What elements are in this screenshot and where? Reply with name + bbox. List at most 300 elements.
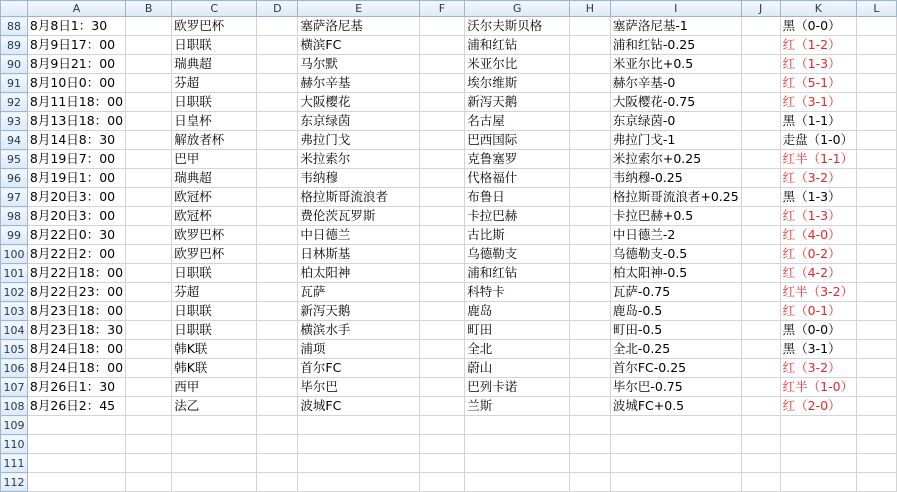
cell-D107[interactable]	[257, 378, 298, 397]
cell-F105[interactable]	[419, 340, 465, 359]
cell-D89[interactable]	[257, 36, 298, 55]
cell-G111[interactable]	[465, 454, 570, 473]
cell-F100[interactable]	[419, 245, 465, 264]
cell-B105[interactable]	[126, 340, 172, 359]
cell-C98[interactable]: 欧冠杯	[172, 207, 257, 226]
cell-B108[interactable]	[126, 397, 172, 416]
cell-J111[interactable]	[741, 454, 780, 473]
cell-G106[interactable]: 蔚山	[465, 359, 570, 378]
cell-B91[interactable]	[126, 74, 172, 93]
cell-L111[interactable]	[856, 454, 896, 473]
cell-J105[interactable]	[741, 340, 780, 359]
cell-K100[interactable]: 红（0-2）	[780, 245, 856, 264]
cell-K105[interactable]: 黑（3-1）	[780, 340, 856, 359]
cell-I97[interactable]: 格拉斯哥流浪者+0.25	[610, 188, 741, 207]
table-row[interactable]	[1, 226, 897, 245]
cell-H105[interactable]	[569, 340, 610, 359]
cell-C94[interactable]: 解放者杯	[172, 131, 257, 150]
cell-A105[interactable]: 8月24日18：00	[27, 340, 125, 359]
cell-J103[interactable]	[741, 302, 780, 321]
cell-A104[interactable]: 8月23日18：30	[27, 321, 125, 340]
cell-L112[interactable]	[856, 473, 896, 492]
cell-H89[interactable]	[569, 36, 610, 55]
cell-B111[interactable]	[126, 454, 172, 473]
cell-A103[interactable]: 8月23日18：00	[27, 302, 125, 321]
cell-L110[interactable]	[856, 435, 896, 454]
cell-I110[interactable]	[610, 435, 741, 454]
cell-F108[interactable]	[419, 397, 465, 416]
cell-J109[interactable]	[741, 416, 780, 435]
cell-B106[interactable]	[126, 359, 172, 378]
cell-B90[interactable]	[126, 55, 172, 74]
row-header-107[interactable]: 107	[1, 378, 28, 397]
cell-F99[interactable]	[419, 226, 465, 245]
cell-G93[interactable]: 名古屋	[465, 112, 570, 131]
cell-J94[interactable]	[741, 131, 780, 150]
cell-A108[interactable]: 8月26日2：45	[27, 397, 125, 416]
cell-L99[interactable]	[856, 226, 896, 245]
cell-D105[interactable]	[257, 340, 298, 359]
cell-H95[interactable]	[569, 150, 610, 169]
cell-K94[interactable]: 走盘（1-0）	[780, 131, 856, 150]
cell-J112[interactable]	[741, 473, 780, 492]
cell-C91[interactable]: 芬超	[172, 74, 257, 93]
cell-K112[interactable]	[780, 473, 856, 492]
table-row[interactable]	[1, 454, 897, 473]
column-header-a[interactable]: A	[27, 1, 125, 17]
cell-C97[interactable]: 欧冠杯	[172, 188, 257, 207]
cell-H92[interactable]	[569, 93, 610, 112]
cell-F110[interactable]	[419, 435, 465, 454]
cell-K89[interactable]: 红（1-2）	[780, 36, 856, 55]
cell-H104[interactable]	[569, 321, 610, 340]
cell-H102[interactable]	[569, 283, 610, 302]
cell-K107[interactable]: 红半（1-0）	[780, 378, 856, 397]
cell-F101[interactable]	[419, 264, 465, 283]
cell-K111[interactable]	[780, 454, 856, 473]
cell-C111[interactable]	[172, 454, 257, 473]
cell-H96[interactable]	[569, 169, 610, 188]
cell-H91[interactable]	[569, 74, 610, 93]
cell-H98[interactable]	[569, 207, 610, 226]
column-header-l[interactable]: L	[856, 1, 896, 17]
cell-F104[interactable]	[419, 321, 465, 340]
row-header-103[interactable]: 103	[1, 302, 28, 321]
cell-H109[interactable]	[569, 416, 610, 435]
cell-G96[interactable]: 代格福什	[465, 169, 570, 188]
cell-E110[interactable]	[298, 435, 419, 454]
cell-I108[interactable]: 波城FC+0.5	[610, 397, 741, 416]
cell-A102[interactable]: 8月22日23：00	[27, 283, 125, 302]
cell-D99[interactable]	[257, 226, 298, 245]
cell-B92[interactable]	[126, 93, 172, 112]
cell-L98[interactable]	[856, 207, 896, 226]
cell-J95[interactable]	[741, 150, 780, 169]
cell-G104[interactable]: 町田	[465, 321, 570, 340]
cell-J91[interactable]	[741, 74, 780, 93]
cell-J108[interactable]	[741, 397, 780, 416]
row-header-100[interactable]: 100	[1, 245, 28, 264]
cell-B110[interactable]	[126, 435, 172, 454]
cell-C92[interactable]: 日职联	[172, 93, 257, 112]
cell-E108[interactable]: 波城FC	[298, 397, 419, 416]
cell-D110[interactable]	[257, 435, 298, 454]
cell-G105[interactable]: 全北	[465, 340, 570, 359]
row-header-110[interactable]: 110	[1, 435, 28, 454]
cell-L107[interactable]	[856, 378, 896, 397]
cell-K106[interactable]: 红（3-2）	[780, 359, 856, 378]
cell-L103[interactable]	[856, 302, 896, 321]
row-header-105[interactable]: 105	[1, 340, 28, 359]
cell-F88[interactable]	[419, 17, 465, 36]
cell-C109[interactable]	[172, 416, 257, 435]
cell-I96[interactable]: 韦纳穆-0.25	[610, 169, 741, 188]
cell-B109[interactable]	[126, 416, 172, 435]
cell-L105[interactable]	[856, 340, 896, 359]
cell-I92[interactable]: 大阪樱花-0.75	[610, 93, 741, 112]
cell-L91[interactable]	[856, 74, 896, 93]
cell-G112[interactable]	[465, 473, 570, 492]
cell-H97[interactable]	[569, 188, 610, 207]
cell-H111[interactable]	[569, 454, 610, 473]
cell-J90[interactable]	[741, 55, 780, 74]
cell-A92[interactable]: 8月11日18：00	[27, 93, 125, 112]
cell-E96[interactable]: 韦纳穆	[298, 169, 419, 188]
cell-G103[interactable]: 鹿岛	[465, 302, 570, 321]
cell-E95[interactable]: 米拉索尔	[298, 150, 419, 169]
cell-H108[interactable]	[569, 397, 610, 416]
cell-E107[interactable]: 毕尔巴	[298, 378, 419, 397]
cell-J100[interactable]	[741, 245, 780, 264]
cell-A106[interactable]: 8月24日18：00	[27, 359, 125, 378]
row-header-104[interactable]: 104	[1, 321, 28, 340]
cell-J99[interactable]	[741, 226, 780, 245]
cell-B101[interactable]	[126, 264, 172, 283]
cell-C108[interactable]: 法乙	[172, 397, 257, 416]
cell-F96[interactable]	[419, 169, 465, 188]
cell-K90[interactable]: 红（1-3）	[780, 55, 856, 74]
table-row[interactable]	[1, 359, 897, 378]
cell-I111[interactable]	[610, 454, 741, 473]
cell-L95[interactable]	[856, 150, 896, 169]
row-header-95[interactable]: 95	[1, 150, 28, 169]
cell-K96[interactable]: 红（3-2）	[780, 169, 856, 188]
cell-D102[interactable]	[257, 283, 298, 302]
cell-J93[interactable]	[741, 112, 780, 131]
cell-I93[interactable]: 东京绿茵-0	[610, 112, 741, 131]
cell-G92[interactable]: 新泻天鹅	[465, 93, 570, 112]
cell-G100[interactable]: 乌德勒支	[465, 245, 570, 264]
cell-G94[interactable]: 巴西国际	[465, 131, 570, 150]
table-row[interactable]	[1, 188, 897, 207]
cell-J97[interactable]	[741, 188, 780, 207]
cell-K93[interactable]: 黑（1-1）	[780, 112, 856, 131]
cell-G95[interactable]: 克鲁塞罗	[465, 150, 570, 169]
cell-A96[interactable]: 8月19日1：00	[27, 169, 125, 188]
cell-F109[interactable]	[419, 416, 465, 435]
cell-E94[interactable]: 弗拉门戈	[298, 131, 419, 150]
cell-K101[interactable]: 红（4-2）	[780, 264, 856, 283]
cell-A109[interactable]	[27, 416, 125, 435]
column-header-f[interactable]: F	[419, 1, 465, 17]
row-header-92[interactable]: 92	[1, 93, 28, 112]
cell-D92[interactable]	[257, 93, 298, 112]
cell-C103[interactable]: 日职联	[172, 302, 257, 321]
cell-B94[interactable]	[126, 131, 172, 150]
cell-K108[interactable]: 红（2-0）	[780, 397, 856, 416]
row-header-106[interactable]: 106	[1, 359, 28, 378]
cell-H110[interactable]	[569, 435, 610, 454]
cell-H101[interactable]	[569, 264, 610, 283]
cell-C107[interactable]: 西甲	[172, 378, 257, 397]
cell-K104[interactable]: 黑（0-0）	[780, 321, 856, 340]
cell-E88[interactable]: 塞萨洛尼基	[298, 17, 419, 36]
column-header-j[interactable]: J	[741, 1, 780, 17]
table-row[interactable]	[1, 245, 897, 264]
cell-F111[interactable]	[419, 454, 465, 473]
table-row[interactable]	[1, 207, 897, 226]
row-header-97[interactable]: 97	[1, 188, 28, 207]
cell-B102[interactable]	[126, 283, 172, 302]
cell-A107[interactable]: 8月26日1：30	[27, 378, 125, 397]
cell-D91[interactable]	[257, 74, 298, 93]
cell-K92[interactable]: 红（3-1）	[780, 93, 856, 112]
cell-B89[interactable]	[126, 36, 172, 55]
cell-C106[interactable]: 韩K联	[172, 359, 257, 378]
row-header-96[interactable]: 96	[1, 169, 28, 188]
cell-D103[interactable]	[257, 302, 298, 321]
cell-D97[interactable]	[257, 188, 298, 207]
cell-A91[interactable]: 8月10日0：00	[27, 74, 125, 93]
row-header-102[interactable]: 102	[1, 283, 28, 302]
row-header-90[interactable]: 90	[1, 55, 28, 74]
cell-K109[interactable]	[780, 416, 856, 435]
cell-E93[interactable]: 东京绿茵	[298, 112, 419, 131]
cell-A93[interactable]: 8月13日18：00	[27, 112, 125, 131]
cell-A98[interactable]: 8月20日3：00	[27, 207, 125, 226]
table-row[interactable]	[1, 150, 897, 169]
cell-C88[interactable]: 欧罗巴杯	[172, 17, 257, 36]
cell-G107[interactable]: 巴列卡诺	[465, 378, 570, 397]
cell-L102[interactable]	[856, 283, 896, 302]
cell-G99[interactable]: 古比斯	[465, 226, 570, 245]
row-header-109[interactable]: 109	[1, 416, 28, 435]
cell-E98[interactable]: 费伦茨瓦罗斯	[298, 207, 419, 226]
cell-D108[interactable]	[257, 397, 298, 416]
cell-D112[interactable]	[257, 473, 298, 492]
cell-B93[interactable]	[126, 112, 172, 131]
cell-E106[interactable]: 首尔FC	[298, 359, 419, 378]
cell-A99[interactable]: 8月22日0：30	[27, 226, 125, 245]
cell-F93[interactable]	[419, 112, 465, 131]
cell-H100[interactable]	[569, 245, 610, 264]
cell-E99[interactable]: 中日德兰	[298, 226, 419, 245]
cell-E102[interactable]: 瓦萨	[298, 283, 419, 302]
cell-L96[interactable]	[856, 169, 896, 188]
table-row[interactable]	[1, 302, 897, 321]
cell-B103[interactable]	[126, 302, 172, 321]
cell-G102[interactable]: 科特卡	[465, 283, 570, 302]
row-header-88[interactable]: 88	[1, 17, 28, 36]
cell-I99[interactable]: 中日德兰-2	[610, 226, 741, 245]
cell-I106[interactable]: 首尔FC-0.25	[610, 359, 741, 378]
row-header-93[interactable]: 93	[1, 112, 28, 131]
cell-E101[interactable]: 柏太阳神	[298, 264, 419, 283]
cell-E103[interactable]: 新泻天鹅	[298, 302, 419, 321]
cell-K95[interactable]: 红半（1-1）	[780, 150, 856, 169]
column-header-e[interactable]: E	[298, 1, 419, 17]
cell-J89[interactable]	[741, 36, 780, 55]
cell-D106[interactable]	[257, 359, 298, 378]
cell-G110[interactable]	[465, 435, 570, 454]
cell-B88[interactable]	[126, 17, 172, 36]
cell-F107[interactable]	[419, 378, 465, 397]
cell-E109[interactable]	[298, 416, 419, 435]
cell-D109[interactable]	[257, 416, 298, 435]
row-header-111[interactable]: 111	[1, 454, 28, 473]
table-row[interactable]	[1, 55, 897, 74]
row-header-91[interactable]: 91	[1, 74, 28, 93]
cell-F94[interactable]	[419, 131, 465, 150]
cell-K110[interactable]	[780, 435, 856, 454]
row-header-94[interactable]: 94	[1, 131, 28, 150]
cell-B104[interactable]	[126, 321, 172, 340]
cell-A111[interactable]	[27, 454, 125, 473]
cell-B100[interactable]	[126, 245, 172, 264]
cell-J104[interactable]	[741, 321, 780, 340]
cell-C90[interactable]: 瑞典超	[172, 55, 257, 74]
cell-D90[interactable]	[257, 55, 298, 74]
column-header-b[interactable]: B	[126, 1, 172, 17]
cell-B97[interactable]	[126, 188, 172, 207]
table-row[interactable]	[1, 264, 897, 283]
cell-L100[interactable]	[856, 245, 896, 264]
table-row[interactable]	[1, 112, 897, 131]
cell-C89[interactable]: 日职联	[172, 36, 257, 55]
cell-C100[interactable]: 欧罗巴杯	[172, 245, 257, 264]
cell-B96[interactable]	[126, 169, 172, 188]
cell-L88[interactable]	[856, 17, 896, 36]
cell-I95[interactable]: 米拉索尔+0.25	[610, 150, 741, 169]
cell-I104[interactable]: 町田-0.5	[610, 321, 741, 340]
cell-I98[interactable]: 卡拉巴赫+0.5	[610, 207, 741, 226]
cell-E92[interactable]: 大阪樱花	[298, 93, 419, 112]
cell-B107[interactable]	[126, 378, 172, 397]
column-header-k[interactable]: K	[780, 1, 856, 17]
cell-F91[interactable]	[419, 74, 465, 93]
cell-K88[interactable]: 黑（0-0）	[780, 17, 856, 36]
row-header-89[interactable]: 89	[1, 36, 28, 55]
cell-G101[interactable]: 浦和红钻	[465, 264, 570, 283]
cell-L89[interactable]	[856, 36, 896, 55]
cell-D93[interactable]	[257, 112, 298, 131]
cell-A88[interactable]: 8月8日1：30	[27, 17, 125, 36]
cell-A110[interactable]	[27, 435, 125, 454]
column-header-g[interactable]: G	[465, 1, 570, 17]
cell-L90[interactable]	[856, 55, 896, 74]
cell-J96[interactable]	[741, 169, 780, 188]
cell-F90[interactable]	[419, 55, 465, 74]
row-header-101[interactable]: 101	[1, 264, 28, 283]
cell-A97[interactable]: 8月20日3：00	[27, 188, 125, 207]
table-row[interactable]	[1, 93, 897, 112]
cell-D98[interactable]	[257, 207, 298, 226]
cell-E111[interactable]	[298, 454, 419, 473]
cell-D104[interactable]	[257, 321, 298, 340]
cell-E90[interactable]: 马尔默	[298, 55, 419, 74]
cell-K102[interactable]: 红半（3-2）	[780, 283, 856, 302]
cell-C99[interactable]: 欧罗巴杯	[172, 226, 257, 245]
cell-H99[interactable]	[569, 226, 610, 245]
cell-G89[interactable]: 浦和红钻	[465, 36, 570, 55]
cell-F92[interactable]	[419, 93, 465, 112]
cell-A90[interactable]: 8月9日21：00	[27, 55, 125, 74]
row-header-99[interactable]: 99	[1, 226, 28, 245]
cell-B95[interactable]	[126, 150, 172, 169]
cell-D111[interactable]	[257, 454, 298, 473]
column-header-h[interactable]: H	[569, 1, 610, 17]
cell-H93[interactable]	[569, 112, 610, 131]
cell-I88[interactable]: 塞萨洛尼基-1	[610, 17, 741, 36]
cell-E97[interactable]: 格拉斯哥流浪者	[298, 188, 419, 207]
cell-A100[interactable]: 8月22日2：00	[27, 245, 125, 264]
cell-L106[interactable]	[856, 359, 896, 378]
cell-C105[interactable]: 韩K联	[172, 340, 257, 359]
cell-D94[interactable]	[257, 131, 298, 150]
cell-I103[interactable]: 鹿岛-0.5	[610, 302, 741, 321]
cell-B98[interactable]	[126, 207, 172, 226]
cell-I94[interactable]: 弗拉门戈-1	[610, 131, 741, 150]
cell-H94[interactable]	[569, 131, 610, 150]
cell-K99[interactable]: 红（4-0）	[780, 226, 856, 245]
cell-G90[interactable]: 米亚尔比	[465, 55, 570, 74]
table-row[interactable]	[1, 17, 897, 36]
cell-J98[interactable]	[741, 207, 780, 226]
cell-E105[interactable]: 浦项	[298, 340, 419, 359]
row-header-98[interactable]: 98	[1, 207, 28, 226]
cell-I105[interactable]: 全北-0.25	[610, 340, 741, 359]
cell-E89[interactable]: 横滨FC	[298, 36, 419, 55]
cell-L97[interactable]	[856, 188, 896, 207]
table-row[interactable]	[1, 131, 897, 150]
cell-D100[interactable]	[257, 245, 298, 264]
cell-G91[interactable]: 埃尔维斯	[465, 74, 570, 93]
cell-J102[interactable]	[741, 283, 780, 302]
cell-E112[interactable]	[298, 473, 419, 492]
table-row[interactable]	[1, 397, 897, 416]
cell-I100[interactable]: 乌德勒支-0.5	[610, 245, 741, 264]
cell-H90[interactable]	[569, 55, 610, 74]
cell-L108[interactable]	[856, 397, 896, 416]
cell-K97[interactable]: 黑（1-3）	[780, 188, 856, 207]
cell-E100[interactable]: 日林斯基	[298, 245, 419, 264]
table-row[interactable]	[1, 36, 897, 55]
cell-K98[interactable]: 红（1-3）	[780, 207, 856, 226]
cell-D95[interactable]	[257, 150, 298, 169]
cell-L101[interactable]	[856, 264, 896, 283]
cell-I90[interactable]: 米亚尔比+0.5	[610, 55, 741, 74]
cell-B99[interactable]	[126, 226, 172, 245]
cell-C95[interactable]: 巴甲	[172, 150, 257, 169]
cell-A89[interactable]: 8月9日17：00	[27, 36, 125, 55]
cell-J106[interactable]	[741, 359, 780, 378]
cell-J107[interactable]	[741, 378, 780, 397]
cell-I101[interactable]: 柏太阳神-0.5	[610, 264, 741, 283]
table-row[interactable]	[1, 378, 897, 397]
cell-L92[interactable]	[856, 93, 896, 112]
cell-F97[interactable]	[419, 188, 465, 207]
cell-D96[interactable]	[257, 169, 298, 188]
